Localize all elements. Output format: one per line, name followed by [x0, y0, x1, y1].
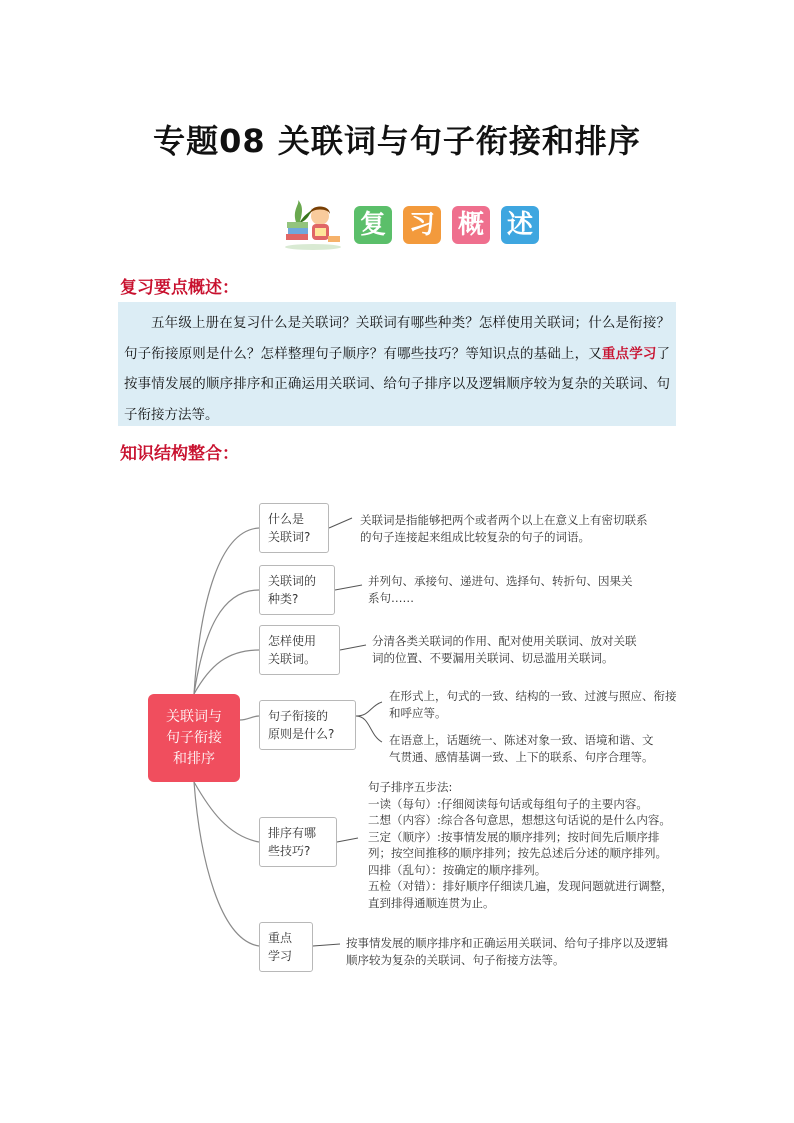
summary-highlight: 重点学习 — [601, 345, 657, 362]
badge-xi: 习 — [403, 206, 441, 244]
mindmap-center-node: 关联词与 句子衔接 和排序 — [148, 694, 240, 782]
detail-conjunction-types: 并列句、承接句、递进句、选择句、转折句、因果关 系句…… — [368, 574, 633, 605]
detail-cohesion-form: 在形式上，句式的一致、结构的一致、过渡与照应、衔接 和呼应等。 — [389, 689, 677, 720]
detail-cohesion-meaning: 在语意上，话题统一、陈述对象一致、语境和谐、文 气贯通、感情基调一致、上下的联系、句序合理等。 — [389, 733, 654, 764]
detail-what-is-conjunction: 关联词是指能够把两个或者两个以上在意义上有密切联系 的句子连接起来组成比较复杂的句子的词语。 — [360, 513, 648, 544]
branch-how-to-use: 怎样使用 关联词。 — [259, 625, 340, 675]
badge-gai: 概 — [452, 206, 490, 244]
page-title: 专题08 关联词与句子衔接和排序 — [153, 122, 641, 160]
badge-shu: 述 — [501, 206, 539, 244]
summary-text-1: 五年级上册在复习什么是关联词？关联词有哪些种类？怎样使用关联词；什么是衔接？句子衔接原则是什么？怎样整理句子顺序？有哪些技巧？等知识点的基础上，又 — [124, 315, 670, 362]
branch-conjunction-types: 关联词的 种类? — [259, 565, 335, 615]
summary-text-2: 了按事情发展的顺序排序和正确运用关联词、给句子排序以及逻辑顺序较为复杂的关联词、句子衔接方法等。 — [124, 345, 671, 423]
detail-how-to-use: 分清各类关联词的作用、配对使用关联词、放对关联 词的位置、不要漏用关联词、切忌滥用关联词。 — [372, 634, 637, 665]
branch-ordering-techniques: 排序有哪 些技巧? — [259, 817, 337, 867]
branch-cohesion-principles: 句子衔接的 原则是什么? — [259, 700, 356, 750]
detail-key-learning: 按事情发展的顺序排序和正确运用关联词、给句子排序以及逻辑 顺序较为复杂的关联词、句子衔接方法等。 — [346, 936, 668, 967]
branch-what-is-conjunction: 什么是 关联词? — [259, 503, 329, 553]
detail-ordering-techniques: 句子排序五步法: 一读（每句）:仔细阅读每句话或每组句子的主要内容。 二想（内容）:综合各句意思，想想这句话说的是什么内容。 三定（顺序）:按事情发展的顺序排列；按时间先后顺序排 列；按空间推移的顺序排列；按先总述后分述的顺序排列。 四排（乱句）：按确定的顺序排列。 五检（对错）：排好顺序仔细读几遍，发现问题就进行调整， 直到排得通顺连贯为止。 — [368, 780, 673, 910]
review-heading: 复习要点概述： — [120, 278, 239, 298]
branch-key-learning: 重点 学习 — [259, 922, 313, 972]
badge-fu: 复 — [354, 206, 392, 244]
knowledge-heading: 知识结构整合： — [120, 444, 239, 464]
